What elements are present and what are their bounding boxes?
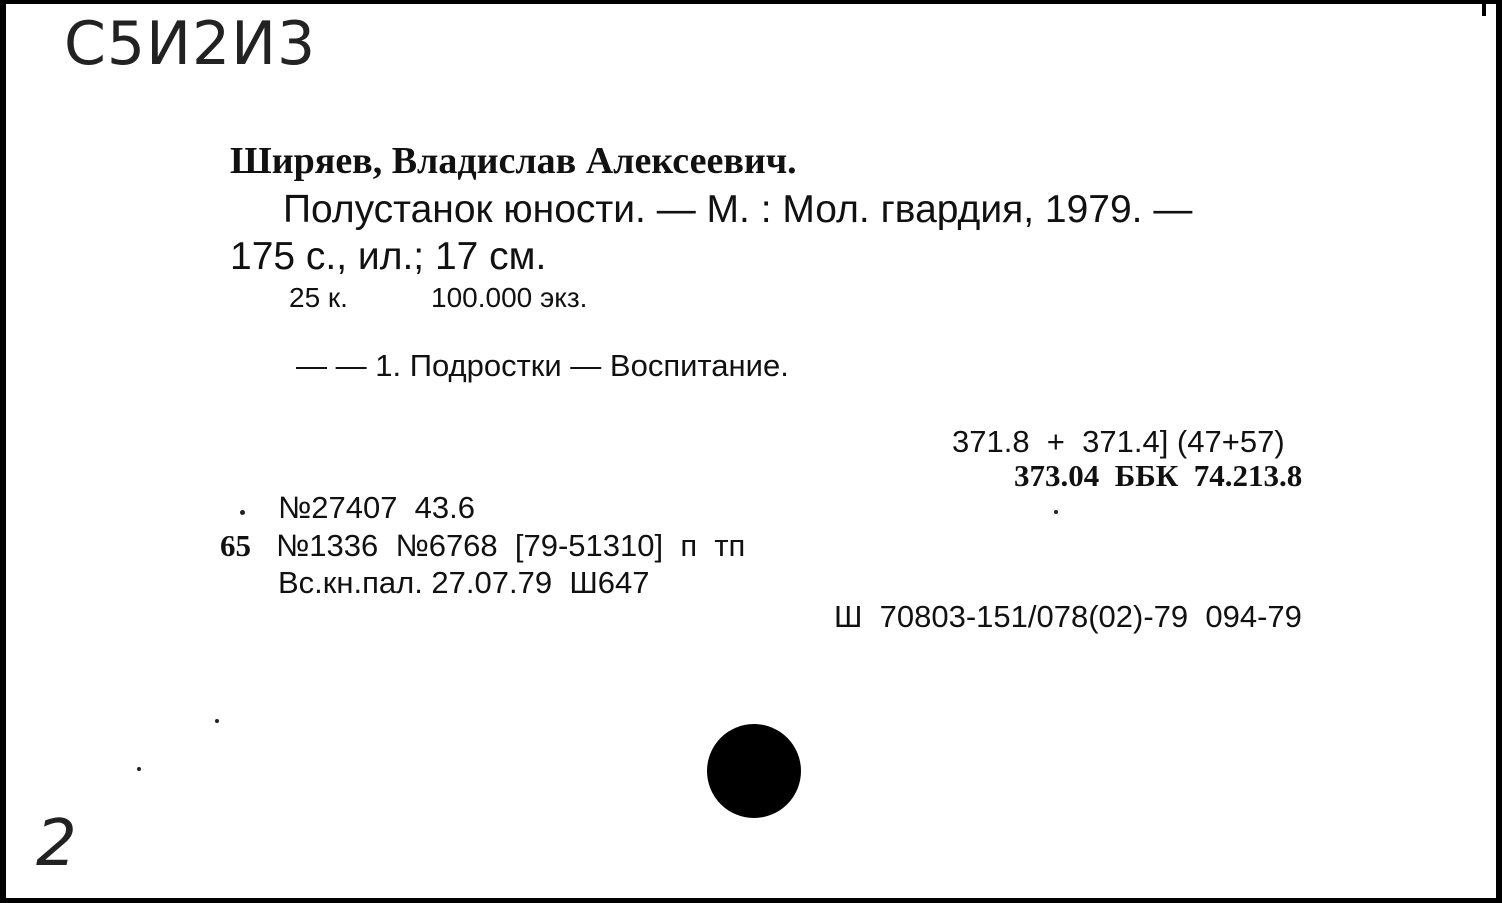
footer-code: Ш 70803-151/078(02)-79 094-79 (834, 599, 1302, 634)
bbk-classification: 373.04 ББК 74.213.8 (1014, 458, 1303, 493)
registry-line2: №1336 №6768 [79-51310] п тп (276, 528, 746, 563)
registry-line1: №27407 43.6 (278, 490, 476, 525)
card-edge-mark (1482, 4, 1486, 16)
ink-speck (240, 510, 245, 515)
registry-line3: Вс.кн.пал. 27.07.79 Ш647 (278, 565, 650, 600)
card-punch-hole (707, 724, 801, 818)
price: 25 к. (289, 282, 348, 313)
print-run: 100.000 экз. (431, 282, 588, 313)
udc-classification: 371.8 + 371.4] (47+57) (952, 424, 1285, 459)
subject-heading: — — 1. Подростки — Воспитание. (296, 348, 789, 383)
title-statement-line1: Полустанок юности. — М. : Мол. гвардия, 1979. — (283, 188, 1193, 231)
handwritten-corner-number: 2 (36, 807, 77, 881)
ink-speck (1054, 510, 1058, 514)
handwritten-shelf-mark: С5И2И3 (64, 9, 317, 79)
registry-prefix: 65 (220, 528, 251, 563)
title-statement-line2: 175 с., ил.; 17 см. (230, 235, 547, 278)
ink-speck (215, 719, 219, 723)
ink-speck (137, 767, 141, 771)
author-heading: Ширяев, Владислав Алексеевич. (230, 140, 797, 182)
